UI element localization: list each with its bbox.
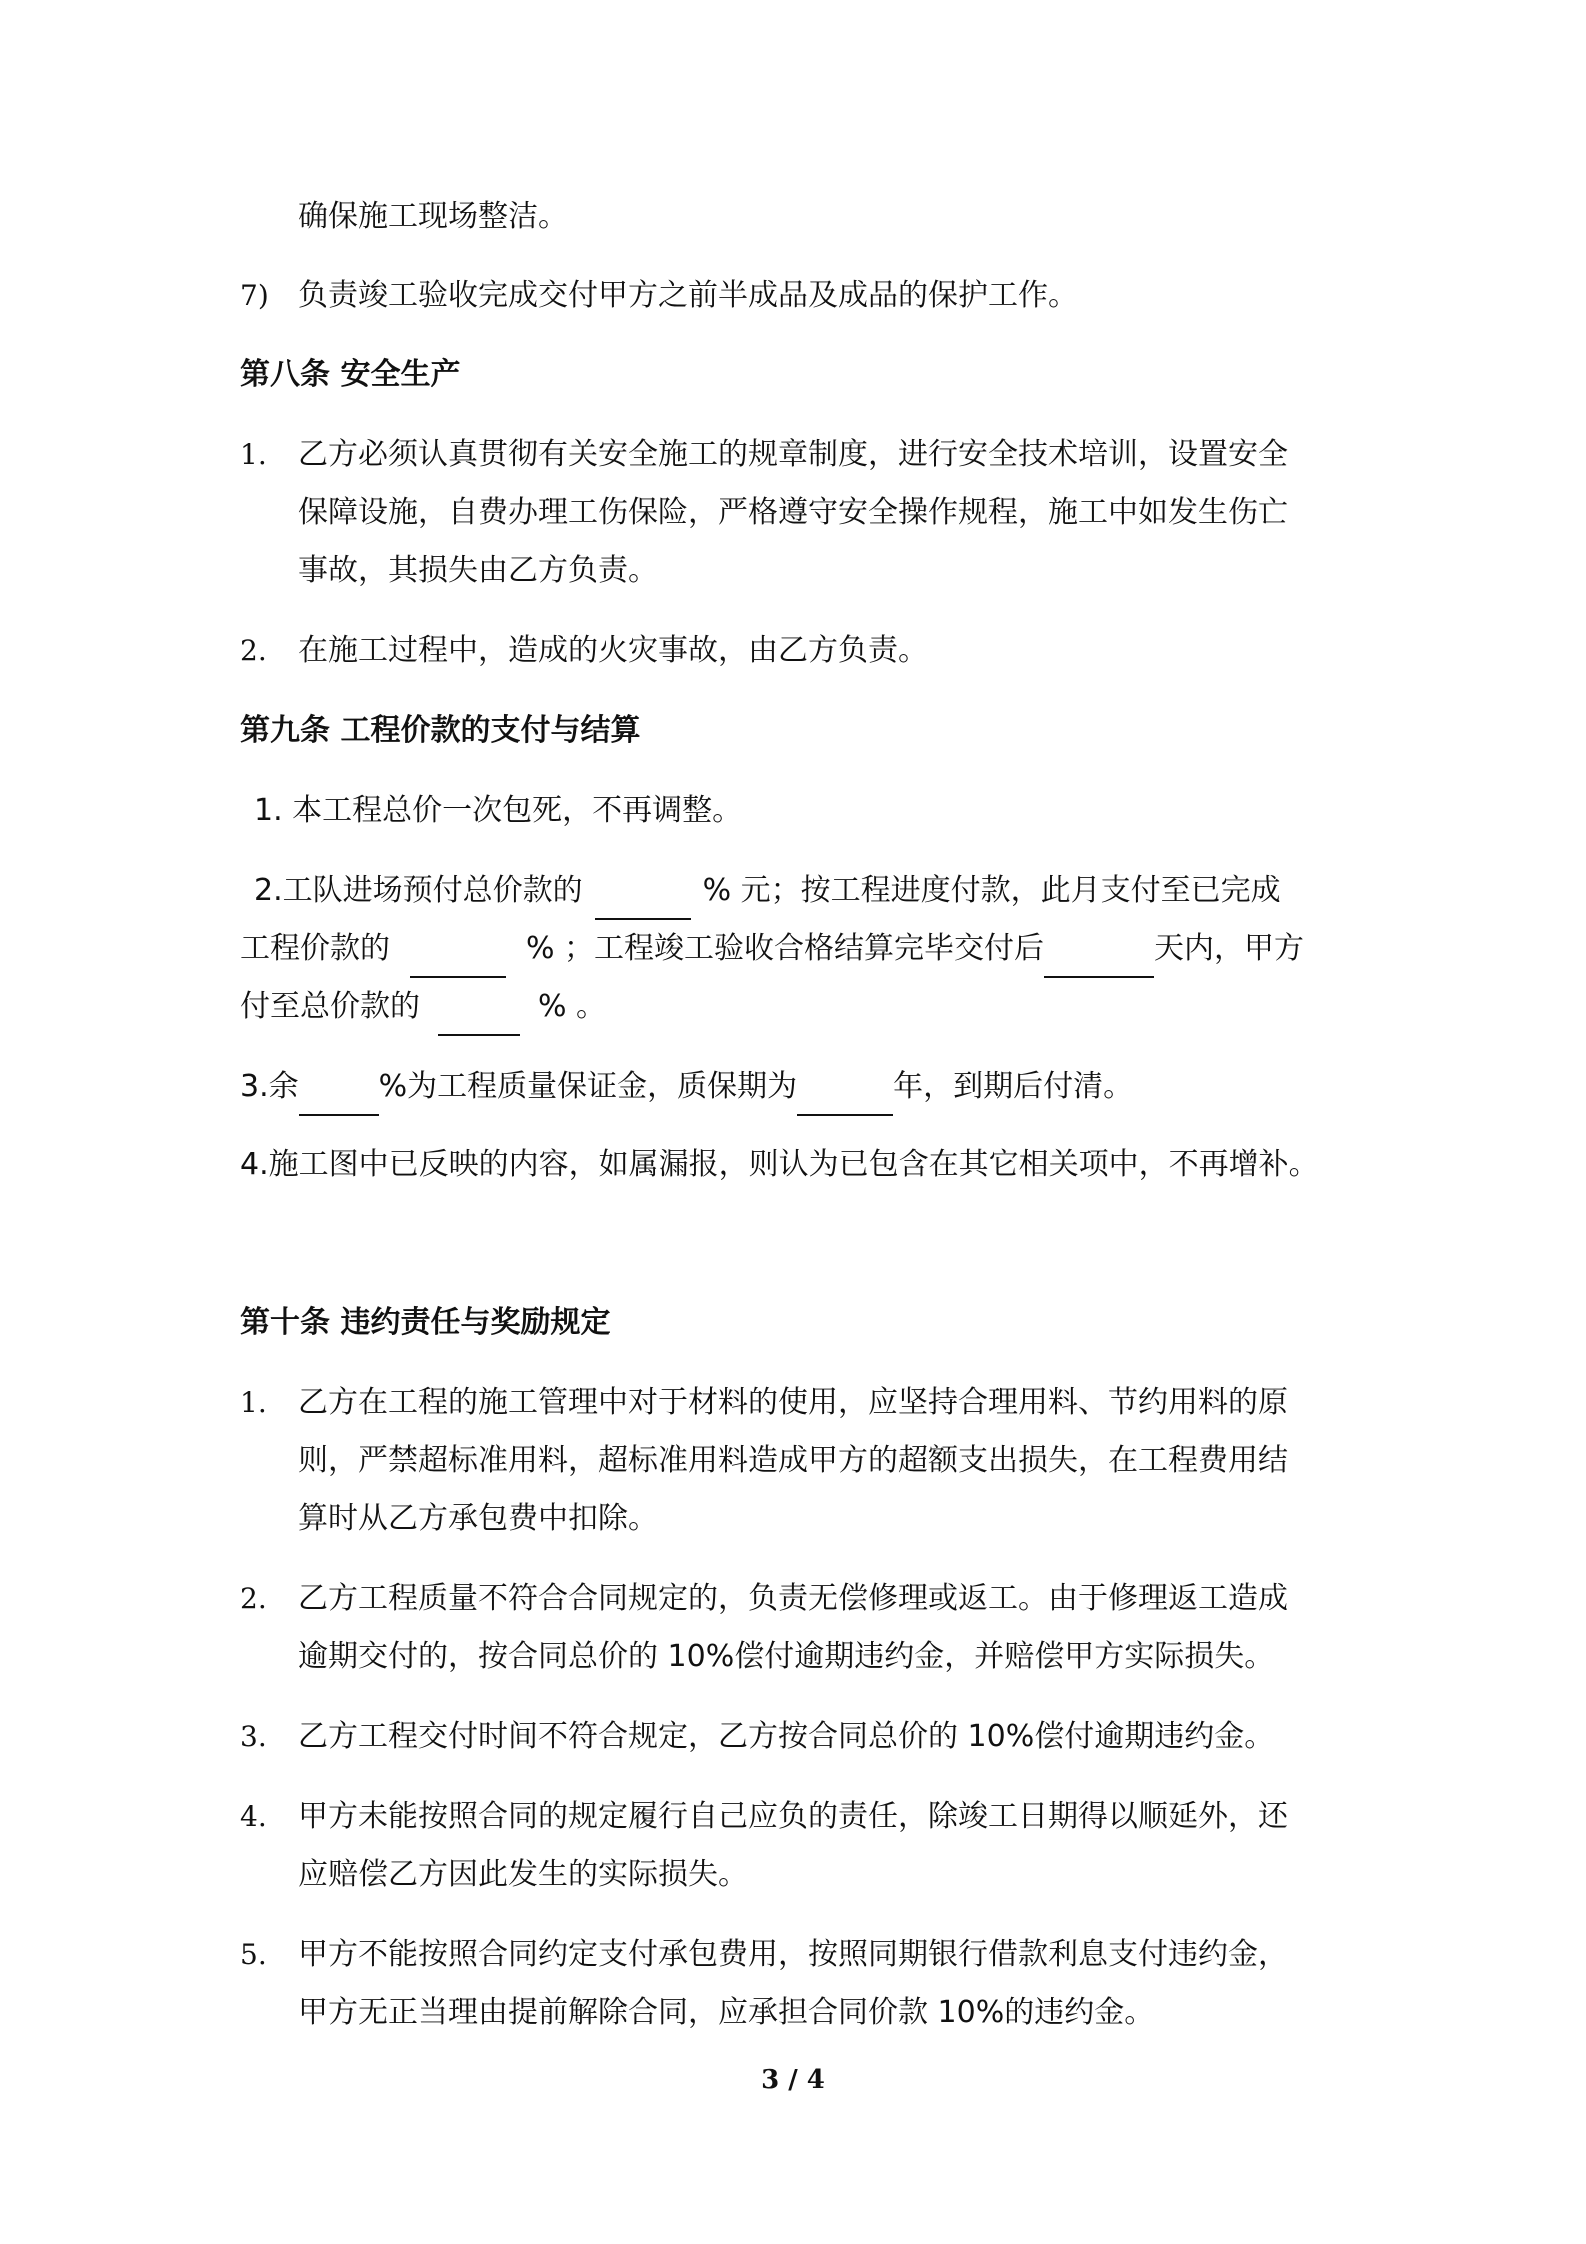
text-line: 事故，其损失由乙方负责。 xyxy=(298,553,658,588)
text-line xyxy=(240,1058,1133,1116)
text-line: 乙方工程交付时间不符合规定，乙方按合同总价的 10%偿付逾期违约金。 xyxy=(298,1719,1275,1754)
text-line: 应赔偿乙方因此发生的实际损失。 xyxy=(298,1857,748,1892)
text-line: 甲方未能按照合同的规定履行自己应负的责任，除竣工日期得以顺延外，还 xyxy=(298,1799,1288,1834)
section-heading-8: 第八条 安全生产 xyxy=(240,357,461,392)
page-number: 3 / 4 xyxy=(761,2065,825,2095)
text-line: 乙方必须认真贯彻有关安全施工的规章制度，进行安全技术培训，设置安全 xyxy=(298,437,1288,472)
text-fragment: 天内，甲方 xyxy=(1154,931,1305,966)
text-line: 算时从乙方承包费中扣除。 xyxy=(298,1501,658,1536)
blank-field xyxy=(1044,936,1154,978)
text-line xyxy=(240,920,1304,978)
text-line: 乙方在工程的施工管理中对于材料的使用，应坚持合理用料、节约用料的原 xyxy=(298,1385,1288,1420)
text-fragment: 工程价款的 xyxy=(240,931,390,966)
text-fragment: 年，到期后付清。 xyxy=(893,1069,1134,1104)
text-line: 4.施工图中已反映的内容，如属漏报，则认为已包含在其它相关项中，不再增补。 xyxy=(240,1147,1319,1182)
text-fragment: 2.工队进场预付总价款的 xyxy=(254,873,583,908)
text-line: 在施工过程中，造成的火灾事故，由乙方负责。 xyxy=(298,633,928,668)
text-line: 确保施工现场整洁。 xyxy=(298,199,568,234)
text-fragment: % 元；按工程进度付款，此月支付至已完成 xyxy=(702,873,1281,908)
text-line: 则，严禁超标准用料，超标准用料造成甲方的超额支出损失，在工程费用结 xyxy=(298,1443,1288,1478)
section-heading-10: 第十条 违约责任与奖励规定 xyxy=(240,1305,611,1340)
text-line: 保障设施，自费办理工伤保险，严格遵守安全操作规程，施工中如发生伤亡 xyxy=(298,495,1288,530)
text-fragment: 3.余 xyxy=(240,1069,299,1104)
text-line xyxy=(254,862,1281,920)
text-fragment: % ；工程竣工验收合格结算完毕交付后 xyxy=(526,931,1045,966)
blank-field xyxy=(410,936,506,978)
text-line: 1. 本工程总价一次包死，不再调整。 xyxy=(254,793,743,828)
text-line xyxy=(240,978,606,1036)
item-number: 1. xyxy=(240,438,267,471)
blank-field xyxy=(595,878,691,920)
item-number: 3. xyxy=(240,1720,267,1753)
section-heading-9: 第九条 工程价款的支付与结算 xyxy=(240,713,641,748)
blank-field xyxy=(797,1074,893,1116)
item-number: 4. xyxy=(240,1800,267,1833)
blank-field xyxy=(438,994,520,1036)
text-line: 逾期交付的，按合同总价的 10%偿付逾期违约金，并赔偿甲方实际损失。 xyxy=(298,1639,1275,1674)
item-number: 5. xyxy=(240,1938,267,1971)
text-line: 负责竣工验收完成交付甲方之前半成品及成品的保护工作。 xyxy=(298,278,1078,313)
text-line: 乙方工程质量不符合合同规定的，负责无偿修理或返工。由于修理返工造成 xyxy=(298,1581,1288,1616)
item-number: 1. xyxy=(240,1386,267,1419)
item-number: 2. xyxy=(240,1582,267,1615)
text-line: 甲方不能按照合同约定支付承包费用，按照同期银行借款利息支付违约金， xyxy=(298,1937,1288,1972)
blank-field xyxy=(299,1074,379,1116)
item-number: 2. xyxy=(240,634,267,667)
text-fragment: %为工程质量保证金，质保期为 xyxy=(378,1069,798,1104)
text-fragment: % 。 xyxy=(538,989,607,1024)
text-line: 甲方无正当理由提前解除合同，应承担合同价款 10%的违约金。 xyxy=(298,1995,1155,2030)
text-fragment: 付至总价款的 xyxy=(240,989,420,1024)
item-number: 7) xyxy=(240,279,269,312)
